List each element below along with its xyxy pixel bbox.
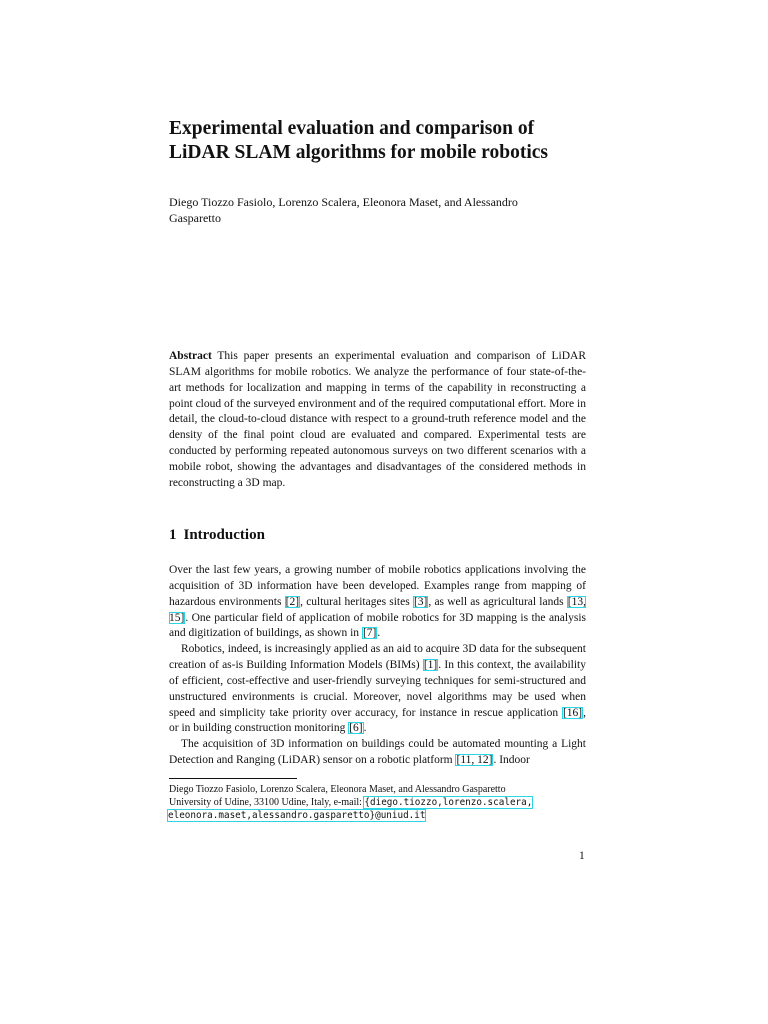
text-run: , as well as agricultural lands: [428, 595, 567, 608]
text-run: Robotics, indeed, is increasingly applied as an aid to acquire 3D data for the subsequent creation of as-is Building Information Models (BIMs): [169, 643, 586, 672]
citation-link[interactable]: [3]: [413, 595, 428, 608]
email-link[interactable]: {diego.tiozzo,lorenzo.scalera,: [364, 797, 533, 808]
abstract-label: Abstract: [169, 350, 212, 362]
section-heading: [169, 525, 265, 545]
author-list: [169, 194, 589, 226]
paragraph-2: [169, 642, 586, 737]
text-run: , cultural heritages sites: [300, 595, 413, 608]
paragraph-1: [169, 563, 586, 642]
text-run: . Indoor: [493, 754, 530, 767]
footnote: [169, 783, 588, 822]
footnote-divider: [169, 778, 297, 779]
body-text: [169, 563, 586, 769]
citation-link[interactable]: [13, 15]: [169, 595, 587, 624]
footnote-authors: Diego Tiozzo Fasiolo, Lorenzo Scalera, Eleonora Maset, and Alessandro Gasparetto: [169, 784, 506, 795]
text-run: The acquisition of 3D information on buildings could be automated mounting a Light Detection and Ranging (LiDAR) sensor on a robotic platform: [169, 738, 586, 767]
title-line-1: Experimental evaluation and comparison of: [169, 118, 535, 139]
text-run: . In this context, the availability of efficient, cost-effective and user-friendly surveying techniques for semi-structured and unstructured environments is crucial. Moreover, novel algorithms may be used when speed and simplicity take priority over accuracy, for instance in rescue application: [169, 659, 586, 719]
paper-title: [169, 117, 599, 165]
citation-link[interactable]: [2]: [285, 595, 300, 608]
text-run: .: [363, 722, 367, 735]
page-number: 1: [579, 850, 585, 862]
citation-link[interactable]: [16]: [562, 706, 583, 719]
citation-link[interactable]: [7]: [362, 627, 377, 640]
affiliation-text: University of Udine, 33100 Udine, Italy, e-mail:: [169, 797, 365, 808]
section-number: 1: [169, 527, 177, 543]
text-run: , or in building construction monitoring: [169, 706, 586, 735]
authors-line-1: Diego Tiozzo Fasiolo, Lorenzo Scalera, Eleonora Maset, and Alessandro: [169, 195, 518, 209]
email-link[interactable]: eleonora.maset,alessandro.gasparetto}@uniud.it: [168, 810, 426, 821]
citation-link[interactable]: [1]: [423, 659, 438, 672]
abstract-text: This paper presents an experimental evaluation and comparison of LiDAR SLAM algorithms for mobile robotics. We analyze the performance of four state-of-the-art methods for localization and mapping in terms of the capability in reconstructing a point cloud of the surveyed environment and of the required computational effort. More in detail, the cloud-to-cloud distance with respect to a ground-truth reference model and the density of the final point cloud are evaluated and compared. Experimental tests are conducted by performing repeated autonomous surveys on two different scenarios with a mobile robot, showing the advantages and disadvantages of the considered methods in reconstructing a 3D map.: [169, 350, 586, 489]
title-line-2: LiDAR SLAM algorithms for mobile robotics: [169, 142, 548, 163]
citation-link[interactable]: [6]: [349, 722, 363, 735]
citation-link[interactable]: [11, 12]: [456, 754, 493, 767]
abstract: [169, 349, 586, 492]
text-run: .: [377, 627, 381, 640]
text-run: Over the last few years, a growing number of mobile robotics applications involving the acquisition of 3D information have been developed. Examples range from mapping of hazardous environments: [169, 564, 586, 608]
footnote-affiliation: [169, 796, 588, 822]
section-title: Introduction: [183, 527, 265, 543]
text-run: . One particular field of application of mobile robotics for 3D mapping is the analysis and digitization of buildings, as shown in: [169, 611, 586, 640]
paragraph-3: [169, 737, 586, 769]
authors-line-2: Gasparetto: [169, 211, 221, 225]
